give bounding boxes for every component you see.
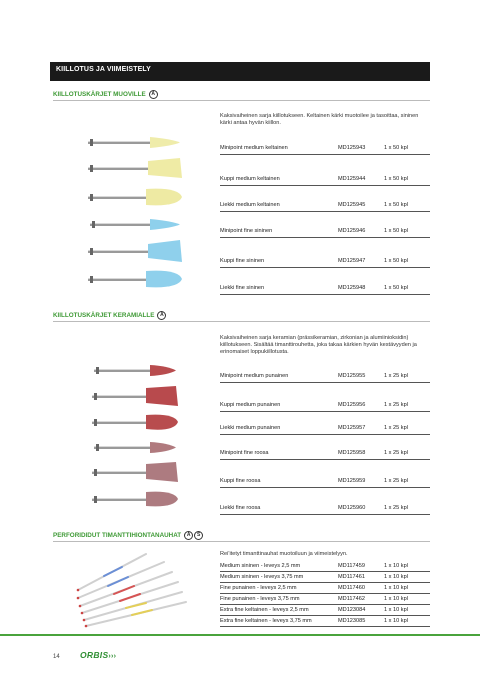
section-title-plastic	[53, 90, 158, 99]
flame-pink-icon	[92, 492, 178, 507]
minipoint-blue-icon	[90, 219, 180, 230]
product-name: Extra fine keltainen - leveys 2,5 mm	[220, 607, 309, 613]
table-row	[220, 280, 430, 295]
table-row	[220, 171, 430, 186]
product-code: MD125960	[338, 505, 366, 511]
table-row	[220, 140, 430, 155]
product-name: Fine punainen - leveys 3,75 mm	[220, 596, 300, 602]
product-name: Liekki fine sininen	[220, 285, 265, 291]
table-row	[220, 445, 430, 460]
product-name: Kuppi medium keltainen	[220, 176, 280, 182]
product-qty: 1 x 10 kpl	[384, 618, 408, 624]
footer-divider	[0, 634, 480, 636]
product-code: MD125944	[338, 176, 366, 182]
cup-pink-icon	[92, 462, 178, 482]
cup-red-icon	[92, 386, 178, 406]
product-qty: 1 x 10 kpl	[384, 607, 408, 613]
logo-text: ORBIS	[80, 650, 109, 660]
section-title-text: KIILLOTUSKÄRJET MUOVILLE	[53, 91, 146, 99]
product-code: MD125945	[338, 202, 366, 208]
product-code: MD117459	[338, 563, 365, 569]
product-qty: 1 x 10 kpl	[384, 574, 408, 580]
product-code: MD125957	[338, 425, 366, 431]
product-qty: 1 x 25 kpl	[384, 402, 408, 408]
product-qty: 1 x 10 kpl	[384, 563, 408, 569]
product-name: Minipoint medium punainen	[220, 373, 289, 379]
section-description: Kaksivaiheinen sarja kiillotukseen. Keltainen kärki muotoilee ja tasoittaa, sininen kärki antaa hyvän kiillon.	[220, 113, 419, 127]
cup-yellow-icon	[88, 158, 182, 178]
product-qty: 1 x 50 kpl	[384, 176, 408, 182]
product-code: MD125956	[338, 402, 366, 408]
product-qty: 1 x 25 kpl	[384, 505, 408, 511]
product-name: Minipoint fine roosa	[220, 450, 269, 456]
badge-s-icon: S	[194, 531, 203, 540]
plastic-polishers-image	[86, 134, 186, 296]
table-row	[220, 420, 430, 435]
product-code: MD125943	[338, 145, 366, 151]
product-code: MD117461	[338, 574, 365, 580]
product-name: Medium sininen - leveys 3,75 mm	[220, 574, 304, 580]
page-number: 14	[53, 654, 60, 660]
table-row	[220, 368, 430, 383]
section-title-strips	[53, 531, 203, 540]
product-name: Medium sininen - leveys 2,5 mm	[220, 563, 301, 569]
product-code: MD117462	[338, 596, 365, 602]
section-divider	[53, 541, 430, 542]
flame-red-icon	[92, 415, 178, 430]
minipoint-pink-icon	[94, 442, 176, 453]
product-qty: 1 x 50 kpl	[384, 202, 408, 208]
product-code: MD125948	[338, 285, 366, 291]
ceramic-polishers-image	[88, 360, 188, 512]
header-bar	[50, 62, 430, 81]
product-qty: 1 x 50 kpl	[384, 258, 408, 264]
minipoint-red-icon	[94, 365, 176, 376]
product-qty: 1 x 50 kpl	[384, 145, 408, 151]
section-description: Kaksivaiheinen sarja keramian (prässikeramian, zirkonian ja alumiinioksidin) kiillotukseen. Sisältää timanttirouhetta, joka takaa kärkien hyvän kestävyyden ja erinomaiset loppukiillotusta.	[220, 335, 417, 356]
section-divider	[53, 321, 430, 322]
product-qty: 1 x 50 kpl	[384, 285, 408, 291]
product-name: Minipoint fine sininen	[220, 228, 273, 234]
product-code: MD125946	[338, 228, 366, 234]
badge-a-icon: A	[184, 531, 193, 540]
product-name: Fine punainen - leveys 2,5 mm	[220, 585, 297, 591]
section-divider	[53, 100, 430, 101]
product-code: MD125947	[338, 258, 366, 264]
orbis-logo	[80, 650, 116, 660]
section-title-text: KIILLOTUSKÄRJET KERAMIALLE	[53, 312, 155, 320]
badge-a-icon: A	[157, 311, 166, 320]
table-row	[220, 473, 430, 488]
product-code: MD125955	[338, 373, 366, 379]
table-row	[220, 223, 430, 238]
product-name: Kuppi fine roosa	[220, 478, 261, 484]
product-qty: 1 x 10 kpl	[384, 596, 408, 602]
product-name: Liekki medium keltainen	[220, 202, 280, 208]
product-name: Liekki fine roosa	[220, 505, 261, 511]
product-name: Kuppi fine sininen	[220, 258, 265, 264]
product-qty: 1 x 50 kpl	[384, 228, 408, 234]
cup-blue-icon	[88, 240, 182, 262]
section-title-text: PERFORIDIDUT TIMANTTIHIONTANAUHAT	[53, 532, 182, 540]
chevrons-icon: ›››	[108, 653, 117, 660]
product-code: MD123085	[338, 618, 366, 624]
product-qty: 1 x 25 kpl	[384, 373, 408, 379]
table-row	[220, 197, 430, 212]
product-qty: 1 x 25 kpl	[384, 478, 408, 484]
product-name: Extra fine keltainen - leveys 3,75 mm	[220, 618, 312, 624]
minipoint-yellow-icon	[88, 137, 180, 148]
table-row	[220, 397, 430, 412]
flame-yellow-icon	[88, 189, 182, 206]
product-qty: 1 x 25 kpl	[384, 450, 408, 456]
product-name: Liekki medium punainen	[220, 425, 281, 431]
diamond-strips-image	[74, 550, 194, 630]
page-header-title: KIILLOTUS JA VIIMEISTELY	[56, 66, 151, 73]
section-description: Rei'itetyt timanttinauhat muotoiluun ja viimeistelyyn.	[220, 551, 348, 557]
product-code: MD125958	[338, 450, 366, 456]
table-row	[220, 500, 430, 515]
product-name: Minipoint medium keltainen	[220, 145, 288, 151]
product-qty: 1 x 10 kpl	[384, 585, 408, 591]
section-title-ceramic	[53, 311, 166, 320]
badge-a-icon: A	[149, 90, 158, 99]
product-code: MD125959	[338, 478, 366, 484]
table-row	[220, 615, 430, 627]
flame-blue-icon	[88, 271, 182, 288]
product-qty: 1 x 25 kpl	[384, 425, 408, 431]
product-code: MD123084	[338, 607, 366, 613]
product-name: Kuppi medium punainen	[220, 402, 281, 408]
table-row	[220, 253, 430, 268]
product-code: MD117460	[338, 585, 365, 591]
